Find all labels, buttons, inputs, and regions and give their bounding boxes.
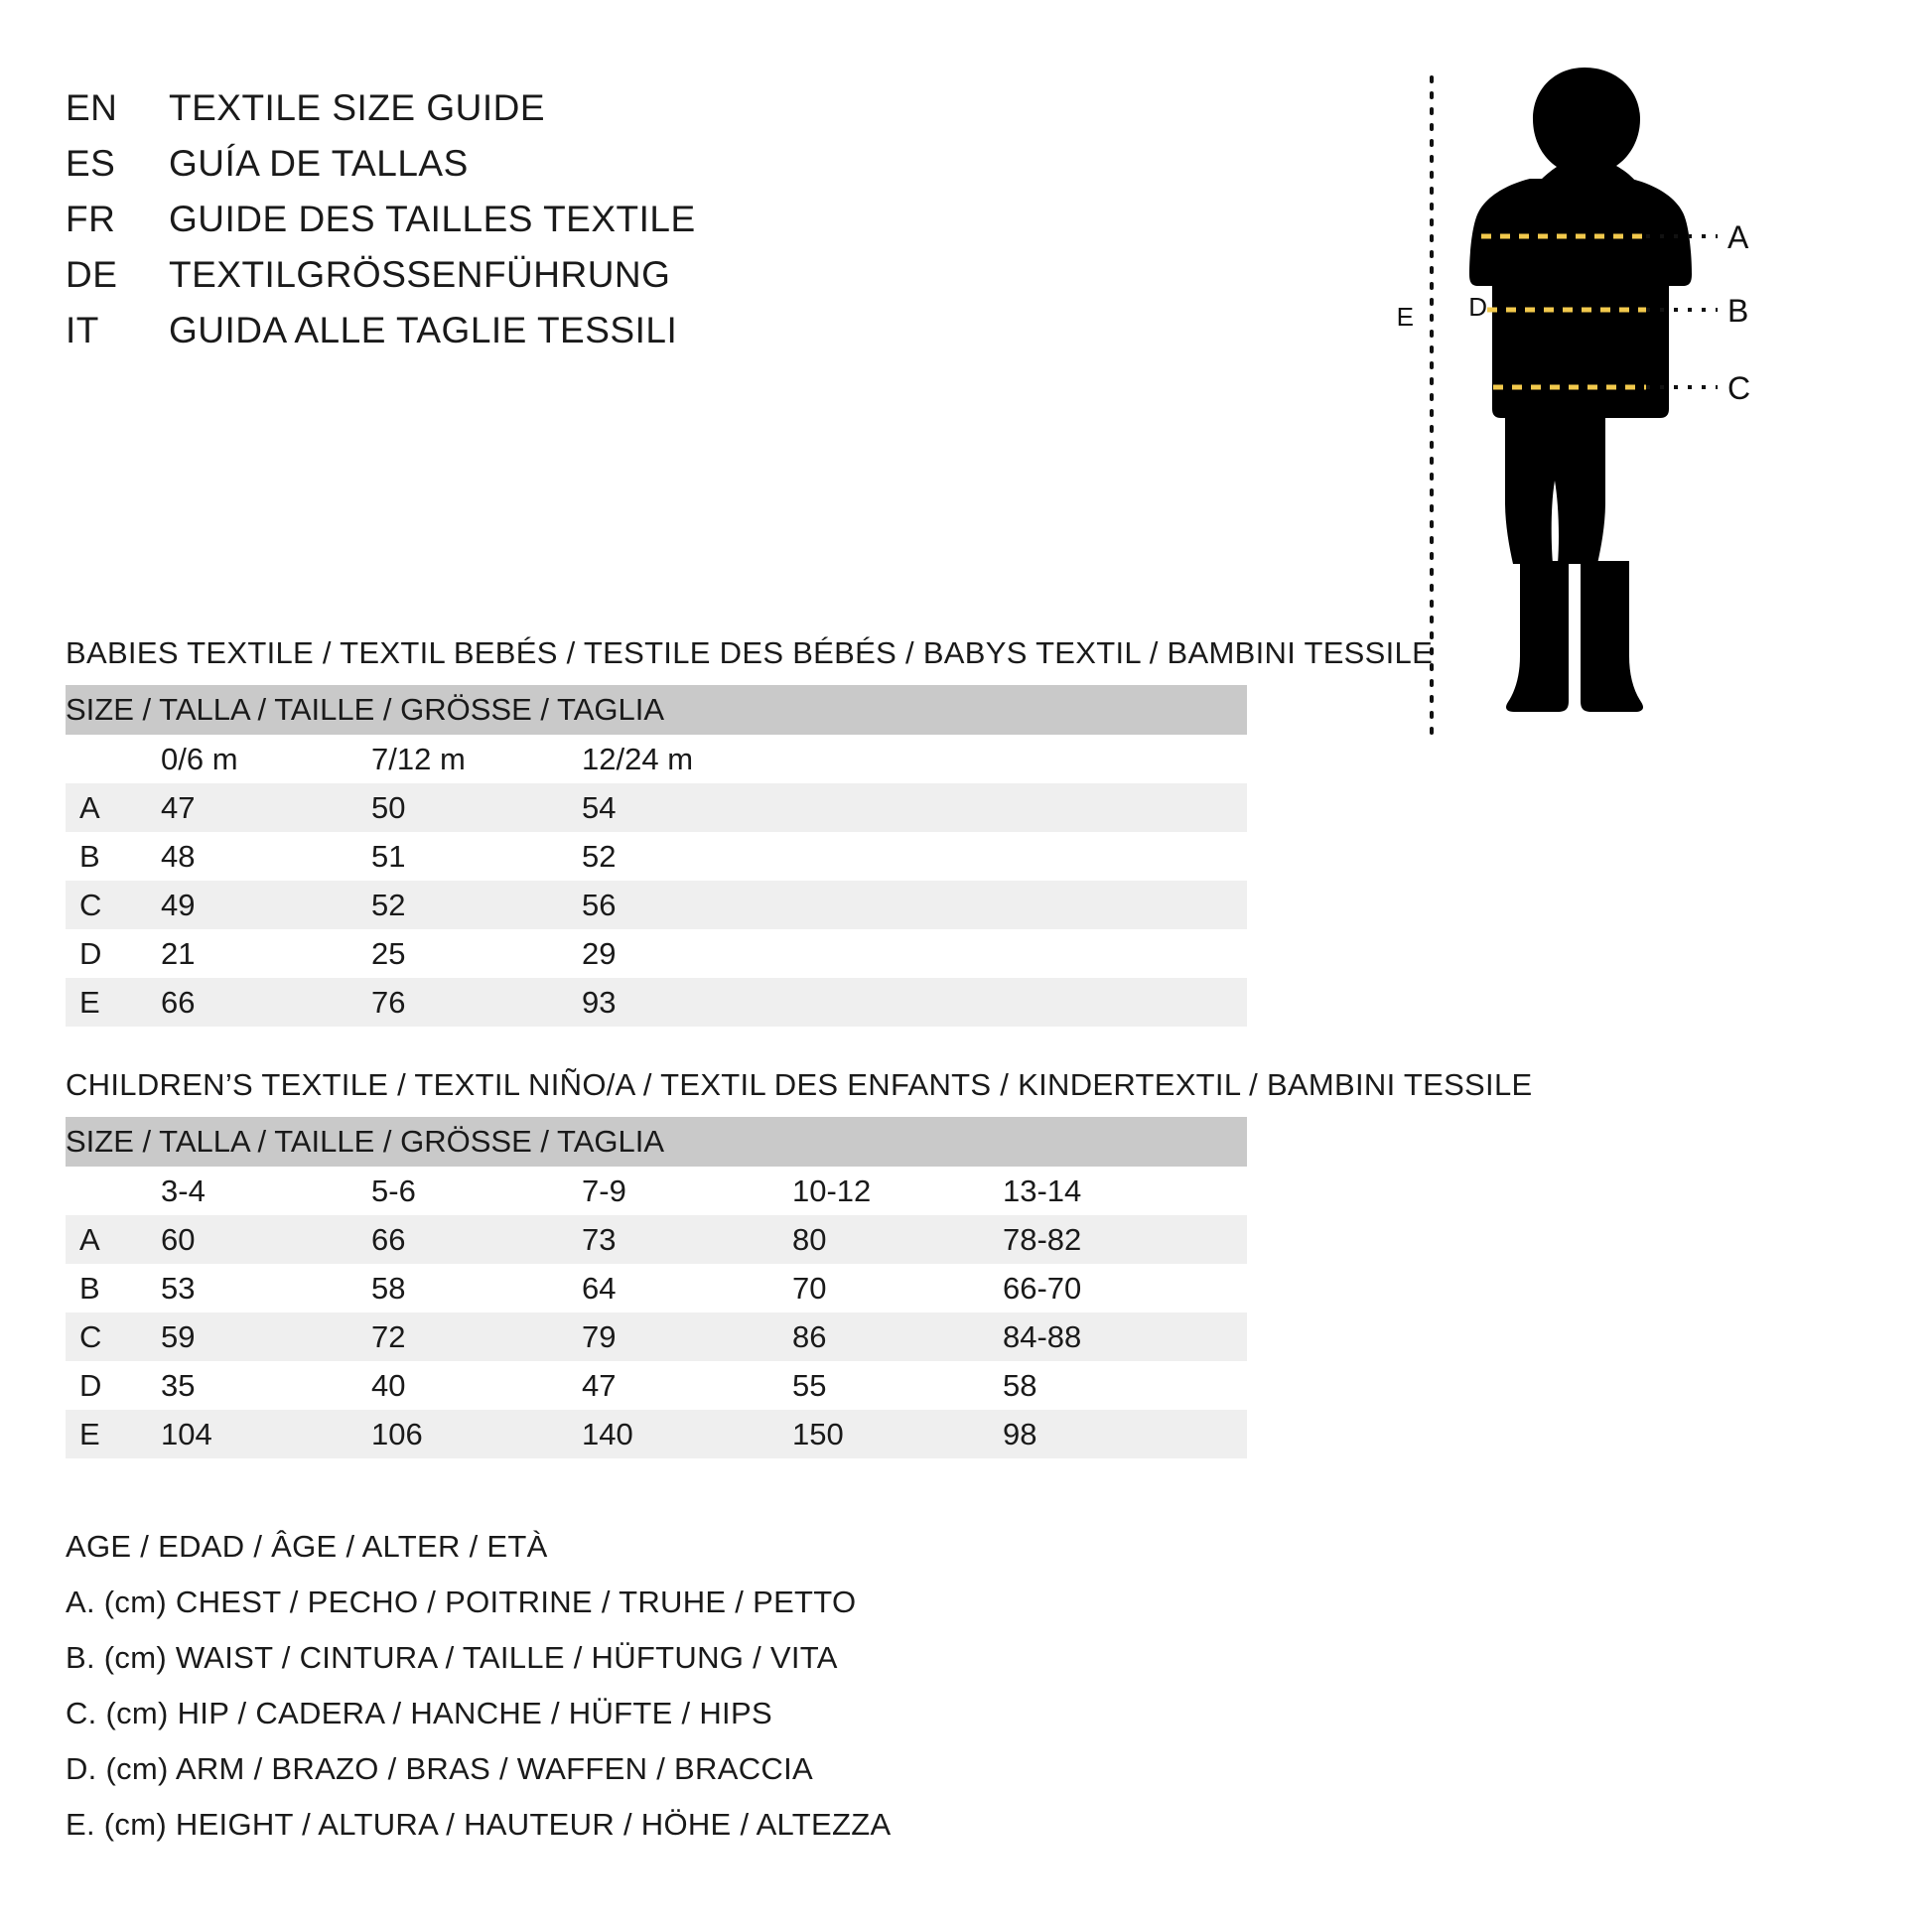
cell-value: 76 <box>371 978 582 1027</box>
table-row <box>66 735 1247 783</box>
cell-value: 58 <box>1003 1361 1247 1410</box>
legend-item-hip: C. (cm) HIP / CADERA / HANCHE / HÜFTE / HIPS <box>66 1696 772 1730</box>
table-row <box>66 1167 1247 1215</box>
legend-item-chest: A. (cm) CHEST / PECHO / POITRINE / TRUHE / PETTO <box>66 1585 857 1619</box>
children-section-heading: CHILDREN’S TEXTILE / TEXTIL NIÑO/A / TEXTIL DES ENFANTS / KINDERTEXTIL / BAMBINI TESSILE <box>66 1067 1533 1102</box>
cell-value: 60 <box>161 1215 371 1264</box>
row-key: C <box>66 881 161 929</box>
cell-value: 51 <box>371 832 582 881</box>
measurement-figure <box>1390 60 1866 755</box>
row-key: A <box>66 783 161 832</box>
row-key: B <box>66 832 161 881</box>
language-row-it <box>66 310 696 365</box>
row-key: B <box>66 1264 161 1312</box>
row-key: D <box>66 929 161 978</box>
cell-value: 93 <box>582 978 1247 1027</box>
cell-value: 59 <box>161 1312 371 1361</box>
language-row-de <box>66 254 696 310</box>
cell-value: 53 <box>161 1264 371 1312</box>
legend-item-arm: D. (cm) ARM / BRAZO / BRAS / WAFFEN / BRACCIA <box>66 1751 813 1786</box>
language-title: GUIDA ALLE TAGLIE TESSILI <box>169 310 678 350</box>
cell-value: 55 <box>792 1361 1003 1410</box>
legend-item-height: E. (cm) HEIGHT / ALTURA / HAUTEUR / HÖHE / ALTEZZA <box>66 1807 892 1842</box>
cell-value: 21 <box>161 929 371 978</box>
column-header: 10-12 <box>792 1167 1003 1215</box>
table-row <box>66 1361 1247 1410</box>
measurement-legend <box>66 1529 891 1863</box>
cell-value: 49 <box>161 881 371 929</box>
table-row <box>66 929 1247 978</box>
column-header: 13-14 <box>1003 1167 1247 1215</box>
table-row <box>66 881 1247 929</box>
column-header: 0/6 m <box>161 735 371 783</box>
cell-value: 86 <box>792 1312 1003 1361</box>
language-code: FR <box>66 199 116 239</box>
cell-value: 48 <box>161 832 371 881</box>
table-row <box>66 1215 1247 1264</box>
row-key: A <box>66 1215 161 1264</box>
cell-value: 150 <box>792 1410 1003 1458</box>
legend-item-waist: B. (cm) WAIST / CINTURA / TAILLE / HÜFTUNG / VITA <box>66 1640 838 1675</box>
language-title: GUÍA DE TALLAS <box>169 143 469 184</box>
figure-label-a: A <box>1727 219 1749 255</box>
language-title: TEXTILGRÖSSENFÜHRUNG <box>169 254 671 295</box>
cell-value: 80 <box>792 1215 1003 1264</box>
babies-section-heading: BABIES TEXTILE / TEXTIL BEBÉS / TESTILE DES BÉBÉS / BABYS TEXTIL / BAMBINI TESSILE <box>66 635 1434 670</box>
size-band-label: SIZE / TALLA / TAILLE / GRÖSSE / TAGLIA <box>66 1117 1247 1167</box>
cell-value: 66 <box>161 978 371 1027</box>
cell-value: 29 <box>582 929 1247 978</box>
table-row <box>66 1410 1247 1458</box>
language-code: IT <box>66 310 99 350</box>
cell-value: 106 <box>371 1410 582 1458</box>
cell-value: 66 <box>371 1215 582 1264</box>
cell-value: 79 <box>582 1312 792 1361</box>
cell-value: 58 <box>371 1264 582 1312</box>
table-row <box>66 832 1247 881</box>
cell-value: 50 <box>371 783 582 832</box>
row-key <box>66 1167 161 1215</box>
column-header: 5-6 <box>371 1167 582 1215</box>
row-key <box>66 735 161 783</box>
figure-label-c: C <box>1727 370 1751 406</box>
language-row-fr <box>66 199 696 254</box>
language-code: DE <box>66 254 118 295</box>
row-key: E <box>66 978 161 1027</box>
figure-label-d: D <box>1468 292 1487 322</box>
table-row <box>66 978 1247 1027</box>
cell-value: 40 <box>371 1361 582 1410</box>
column-header: 12/24 m <box>582 735 1247 783</box>
table-row <box>66 1264 1247 1312</box>
cell-value: 25 <box>371 929 582 978</box>
cell-value: 70 <box>792 1264 1003 1312</box>
cell-value: 66-70 <box>1003 1264 1247 1312</box>
language-code: ES <box>66 143 116 184</box>
cell-value: 78-82 <box>1003 1215 1247 1264</box>
row-key: E <box>66 1410 161 1458</box>
babies-size-table <box>66 685 1247 1027</box>
cell-value: 72 <box>371 1312 582 1361</box>
language-row-es <box>66 143 696 199</box>
cell-value: 64 <box>582 1264 792 1312</box>
cell-value: 104 <box>161 1410 371 1458</box>
cell-value: 52 <box>371 881 582 929</box>
column-header: 7-9 <box>582 1167 792 1215</box>
cell-value: 35 <box>161 1361 371 1410</box>
column-header: 3-4 <box>161 1167 371 1215</box>
cell-value: 73 <box>582 1215 792 1264</box>
language-title: GUIDE DES TAILLES TEXTILE <box>169 199 696 239</box>
language-code: EN <box>66 87 118 128</box>
cell-value: 140 <box>582 1410 792 1458</box>
language-title-block <box>66 87 696 365</box>
cell-value: 47 <box>161 783 371 832</box>
language-title: TEXTILE SIZE GUIDE <box>169 87 546 128</box>
row-key: C <box>66 1312 161 1361</box>
cell-value: 52 <box>582 832 1247 881</box>
table-header-band <box>66 1117 1247 1167</box>
figure-label-b: B <box>1727 293 1749 329</box>
cell-value: 98 <box>1003 1410 1247 1458</box>
cell-value: 47 <box>582 1361 792 1410</box>
row-key: D <box>66 1361 161 1410</box>
figure-label-e: E <box>1396 302 1414 332</box>
cell-value: 84-88 <box>1003 1312 1247 1361</box>
table-header-band <box>66 685 1247 735</box>
cell-value: 56 <box>582 881 1247 929</box>
child-silhouette-icon <box>1390 60 1866 755</box>
cell-value: 54 <box>582 783 1247 832</box>
size-band-label: SIZE / TALLA / TAILLE / GRÖSSE / TAGLIA <box>66 685 1247 735</box>
table-row <box>66 783 1247 832</box>
column-header: 7/12 m <box>371 735 582 783</box>
language-row-en <box>66 87 696 143</box>
children-size-table <box>66 1117 1247 1458</box>
legend-age-label: AGE / EDAD / ÂGE / ALTER / ETÀ <box>66 1529 548 1564</box>
table-row <box>66 1312 1247 1361</box>
